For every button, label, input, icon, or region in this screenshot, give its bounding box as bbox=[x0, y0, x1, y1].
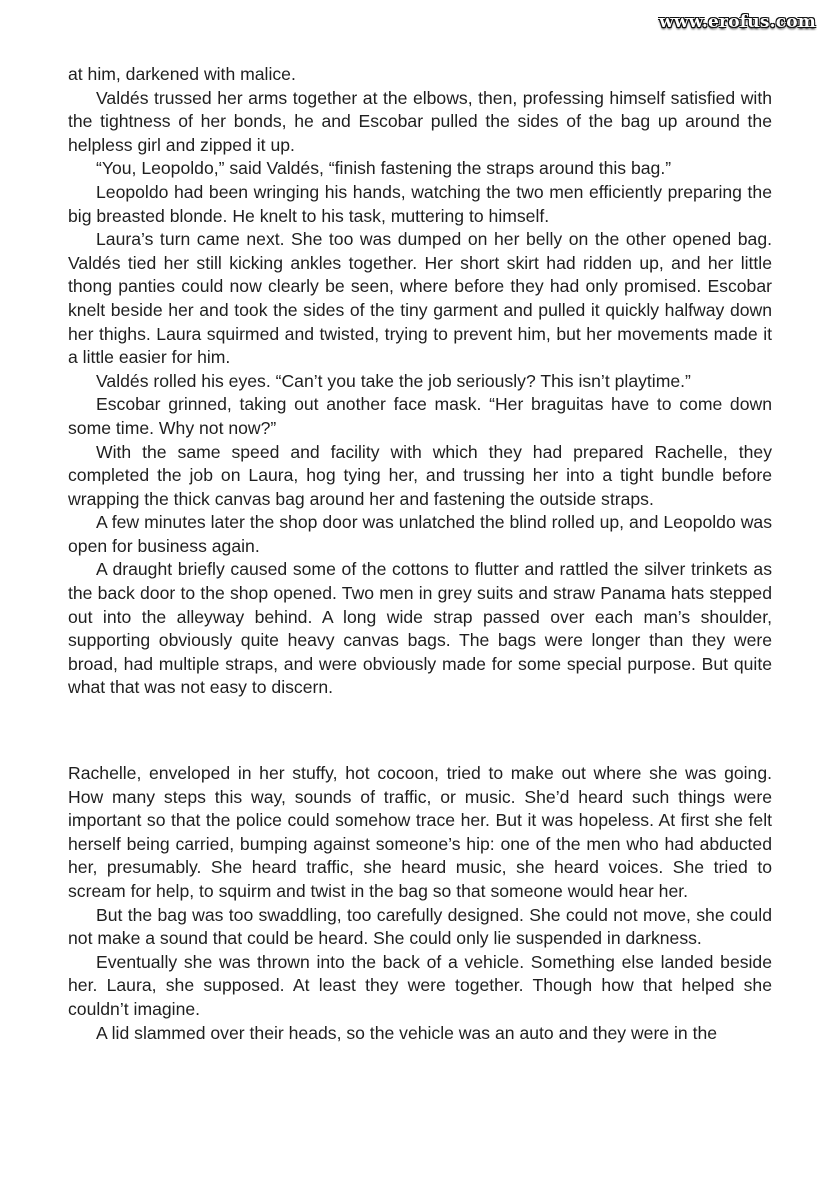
text-block-1 bbox=[68, 63, 772, 700]
paragraph: Rachelle, enveloped in her stuffy, hot cocoon, tried to make out where she was going. How many steps this way, sounds of traffic, or music. She’d heard such things were important so that the police could somehow trace her. But it was hopeless. At first she felt herself being carried, bumping against someone’s hip: one of the men who had abducted her, presumably. She heard traffic, she heard music, she heard voices. She tried to scream for help, to squirm and twist in the bag so that someone would hear her. bbox=[68, 763, 772, 901]
paragraph: Laura’s turn came next. She too was dumped on her belly on the other opened bag. Valdés tied her still kicking ankles together. Her short skirt had ridden up, and her little thong panties could now clearly be seen, where before they had only promised. Escobar knelt beside her and took the sides of the tiny garment and pulled it quickly halfway down her thighs. Laura squirmed and twisted, trying to prevent him, but her movements made it a little easier for him. bbox=[68, 229, 772, 368]
paragraph: Leopoldo had been wringing his hands, watching the two men efficiently preparing the big breasted blonde. He knelt to his task, muttering to himself. bbox=[68, 181, 772, 226]
paragraph: Eventually she was thrown into the back of a vehicle. Something else landed beside her. Laura, she supposed. At least they were together. Though how that helped she couldn’t imagine. bbox=[68, 951, 772, 1019]
paragraph: “You, Leopoldo,” said Valdés, “finish fastening the straps around this bag.” bbox=[96, 158, 672, 179]
paragraph: at him, darkened with malice. bbox=[68, 64, 296, 84]
paragraph: Escobar grinned, taking out another face mask. “Her braguitas have to come down some time. Why not now?” bbox=[68, 394, 772, 438]
text-block-2 bbox=[68, 762, 772, 1045]
paragraph: A lid slammed over their heads, so the vehicle was an auto and they were in the bbox=[96, 1022, 718, 1043]
paragraph: But the bag was too swaddling, too carefully designed. She could not move, she could not make a sound that could be heard. She could only lie suspended in darkness. bbox=[68, 904, 772, 949]
watermark-logo: www.erofus.com bbox=[659, 12, 816, 32]
paragraph: With the same speed and facility with which they had prepared Rachelle, they completed the job on Laura, hog tying her, and trussing her into a tight bundle before wrapping the thick canvas bag around her and fastening the outside straps. bbox=[68, 441, 772, 509]
paragraph: A few minutes later the shop door was unlatched the blind rolled up, and Leopoldo was open for business again. bbox=[68, 512, 772, 556]
paragraph: Valdés rolled his eyes. “Can’t you take the job seriously? This isn’t playtime.” bbox=[96, 370, 691, 391]
paragraph: A draught briefly caused some of the cottons to flutter and rattled the silver trinkets as the back door to the shop opened. Two men in grey suits and straw Panama hats stepped out into the alleyway behind. A long wide strap passed over each man’s shoulder, supporting obviously quite heavy canvas bags. The bags were longer than they were broad, had multiple straps, and were obviously made for some special purpose. But quite what that was not easy to discern. bbox=[68, 559, 772, 698]
paragraph: Valdés trussed her arms together at the elbows, then, professing himself satisfied with the tightness of her bonds, he and Escobar pulled the sides of the bag up around the helpless girl and zipped it up. bbox=[68, 87, 772, 155]
